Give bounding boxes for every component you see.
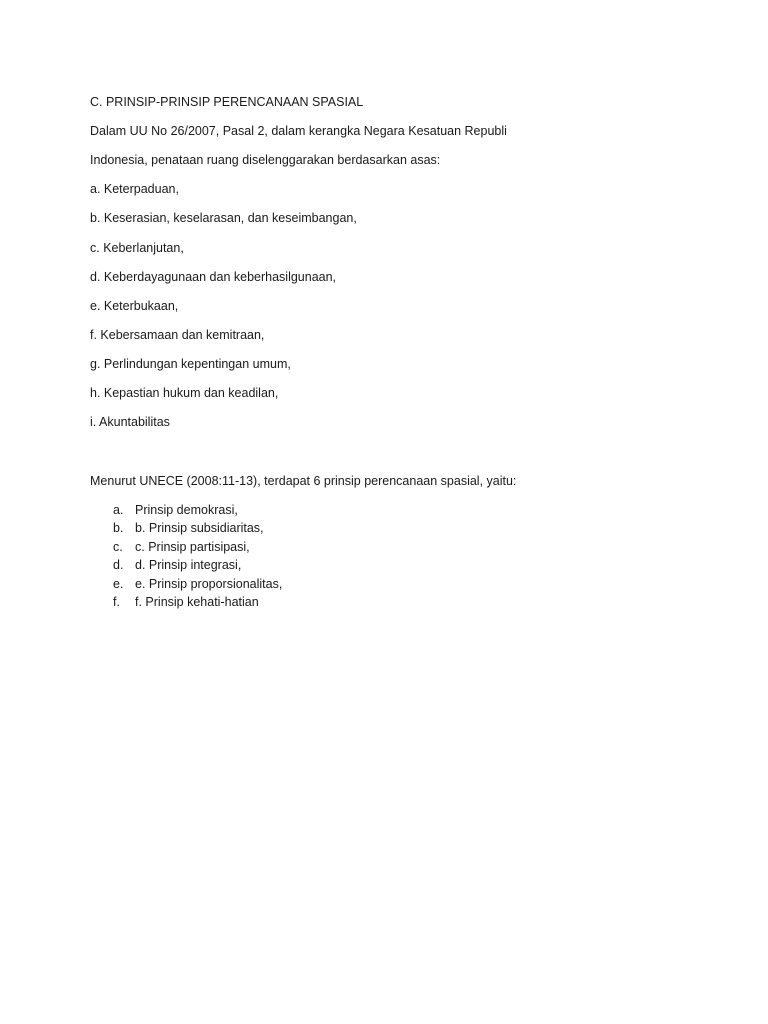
principle-item: h. Kepastian hukum dan keadilan,	[90, 386, 279, 400]
list-marker: e.	[113, 577, 124, 591]
list-marker: b.	[113, 521, 124, 535]
list-item-text: f. Prinsip kehati-hatian	[135, 595, 259, 609]
list-marker: c.	[113, 540, 123, 554]
principle-item: e. Keterbukaan,	[90, 299, 179, 313]
principle-item: c. Keberlanjutan,	[90, 241, 184, 255]
list-marker: d.	[113, 558, 124, 572]
list-item-text: e. Prinsip proporsionalitas,	[135, 577, 283, 591]
list-marker: f.	[113, 595, 120, 609]
section-heading: C. PRINSIP-PRINSIP PERENCANAAN SPASIAL	[90, 95, 364, 109]
principle-item: b. Keserasian, keselarasan, dan keseimbangan,	[90, 211, 357, 225]
list-item-text: c. Prinsip partisipasi,	[135, 540, 250, 554]
principle-item: i. Akuntabilitas	[90, 415, 170, 429]
principle-item: d. Keberdayagunaan dan keberhasilgunaan,	[90, 270, 337, 284]
principle-item: f. Kebersamaan dan kemitraan,	[90, 328, 265, 342]
principle-item: a. Keterpaduan,	[90, 182, 179, 196]
list-item-text: d. Prinsip integrasi,	[135, 558, 242, 572]
list-marker: a.	[113, 503, 124, 517]
intro-paragraph-line-1: Dalam UU No 26/2007, Pasal 2, dalam kerangka Negara Kesatuan Republi	[90, 124, 507, 138]
principle-item: g. Perlindungan kepentingan umum,	[90, 357, 291, 371]
list-item-text: b. Prinsip subsidiaritas,	[135, 521, 264, 535]
list-item-text: Prinsip demokrasi,	[135, 503, 238, 517]
intro-paragraph-line-2: Indonesia, penataan ruang diselenggarakan berdasarkan asas:	[90, 153, 441, 167]
unece-intro-paragraph: Menurut UNECE (2008:11-13), terdapat 6 prinsip perencanaan spasial, yaitu:	[90, 474, 517, 488]
